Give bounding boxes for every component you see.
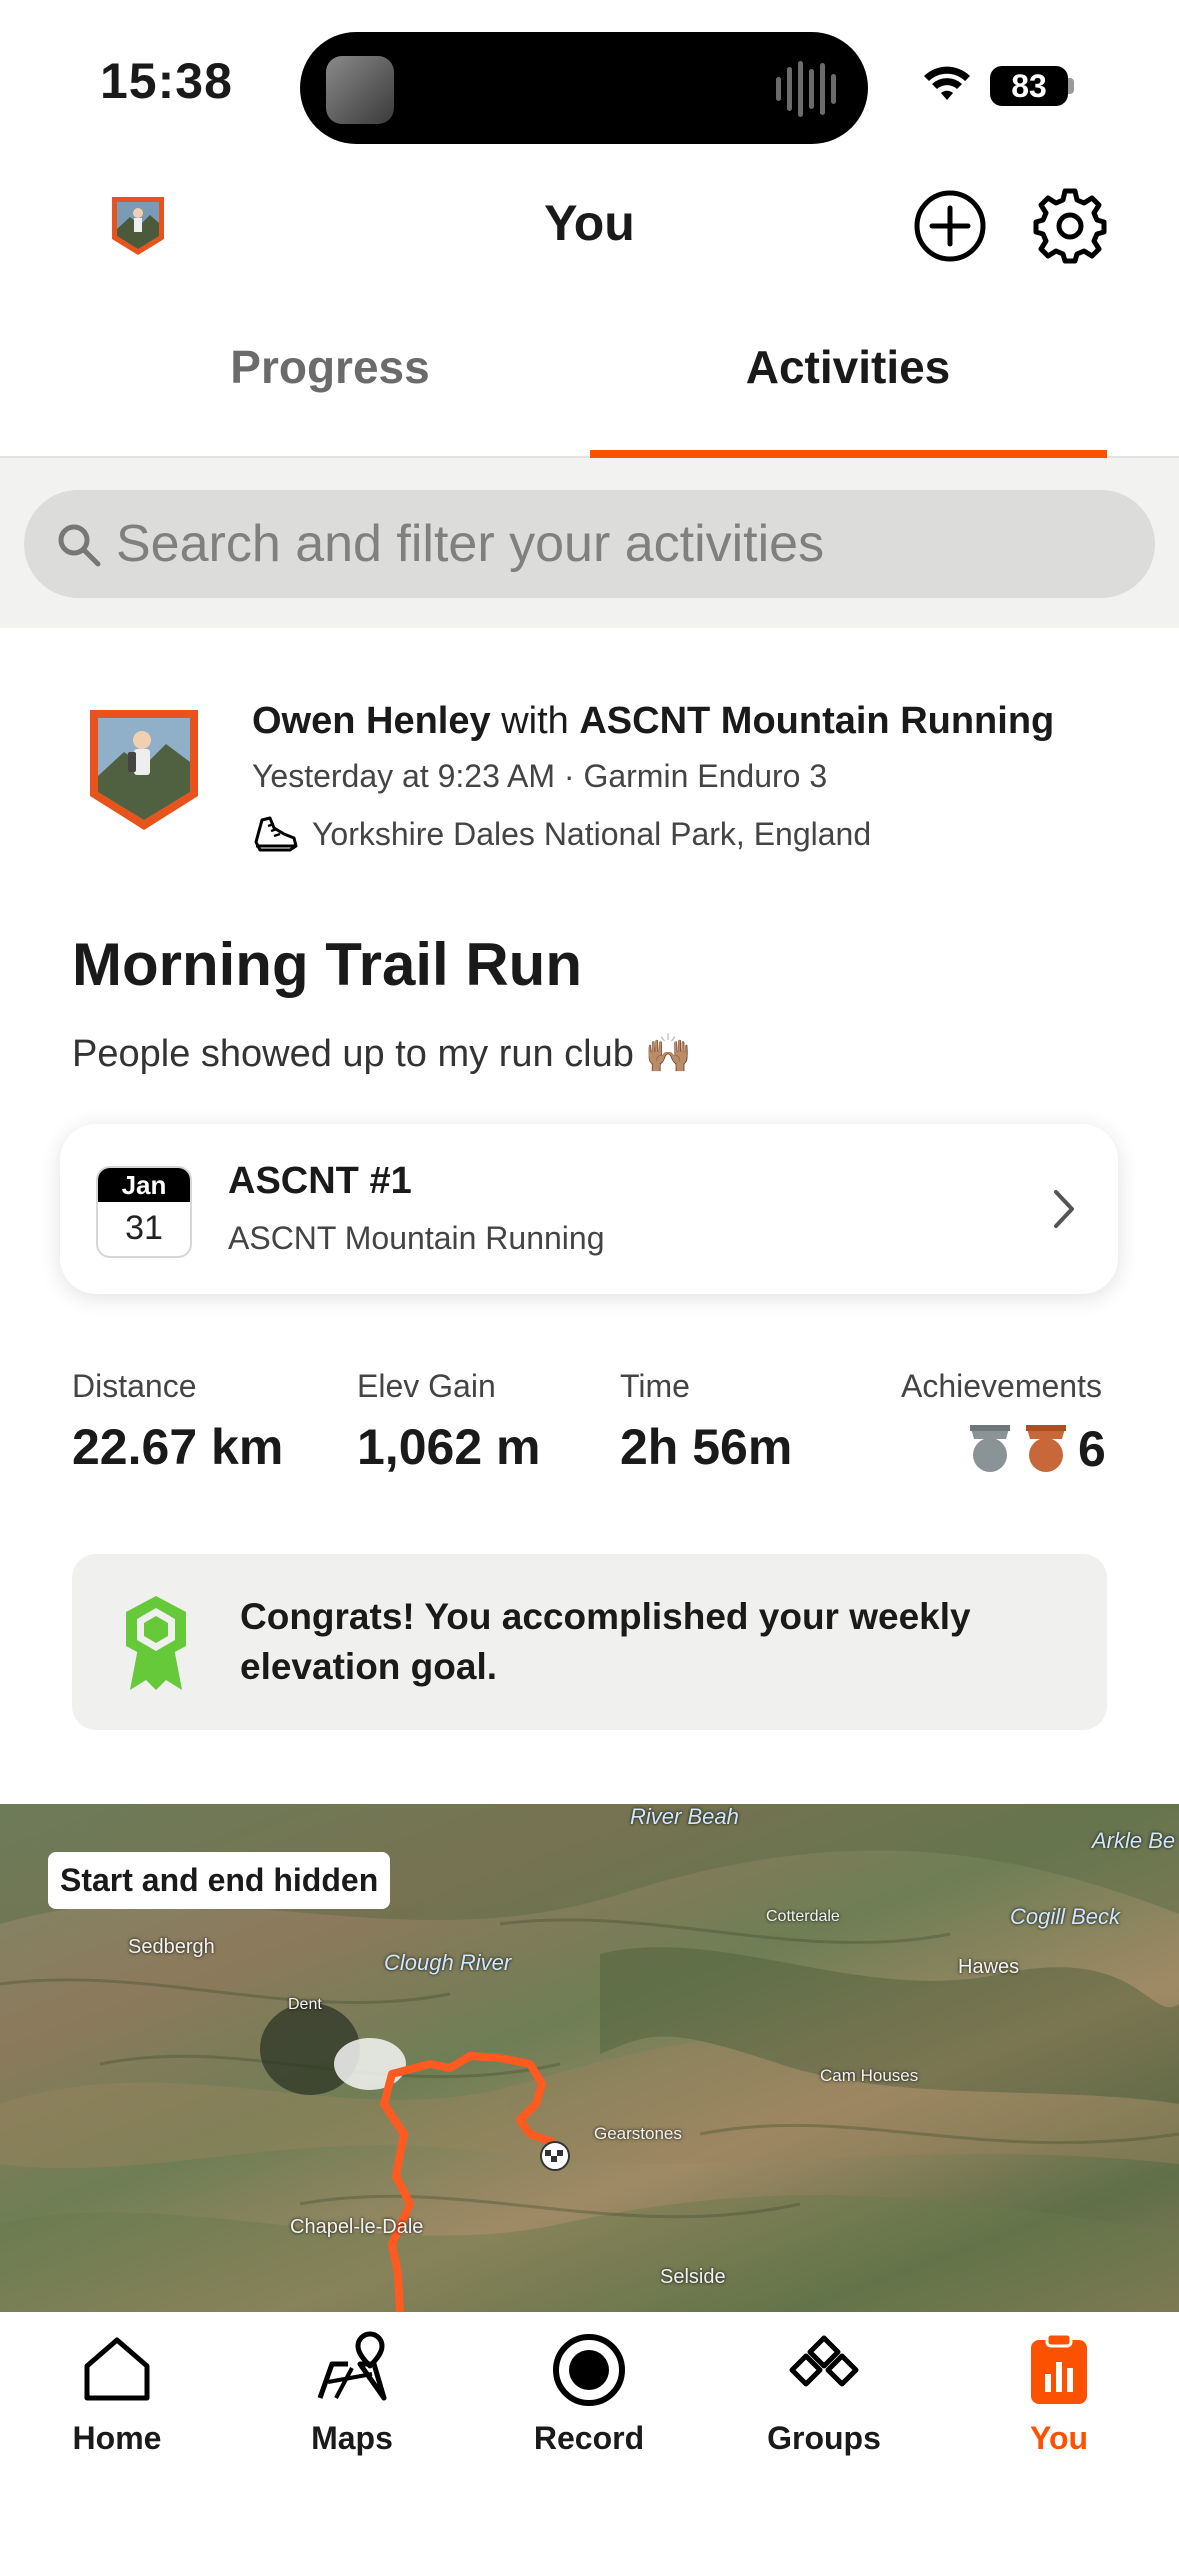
map-place: Chapel-le-Dale	[290, 2216, 424, 2238]
stat-achievements-label: Achievements	[901, 1368, 1102, 1404]
map-place: Clough River	[384, 1950, 512, 1975]
nav-record[interactable]	[489, 2330, 689, 2457]
stat-elevation-value: 1,062 m	[357, 1419, 541, 1475]
nav-home-label: Home	[72, 2420, 162, 2456]
add-icon[interactable]	[912, 188, 988, 264]
stat-distance-label: Distance	[72, 1368, 197, 1404]
nav-maps[interactable]	[252, 2330, 452, 2457]
activity-meta: Yesterday at 9:23 AM · Garmin Enduro 3	[252, 758, 828, 794]
map-place: Sedbergh	[128, 1936, 215, 1958]
activity-title[interactable]: Morning Trail Run	[72, 931, 582, 998]
search-icon	[54, 520, 104, 570]
achievements[interactable]	[966, 1420, 1106, 1478]
nav-record-label: Record	[533, 2420, 645, 2456]
battery-tip	[1068, 78, 1074, 94]
goal-congrats-banner[interactable]	[72, 1554, 1107, 1730]
event-day: 31	[125, 1209, 163, 1247]
nav-groups-label: Groups	[767, 2420, 881, 2456]
event-club: ASCNT Mountain Running	[228, 1220, 605, 1256]
map-place: Arkle Be	[1092, 1828, 1176, 1853]
goal-badge-icon	[120, 1592, 192, 1692]
dynamic-island[interactable]	[300, 32, 868, 144]
map-place: River Beah	[630, 1804, 739, 1829]
map-place: Cotterdale	[766, 1908, 840, 1925]
silver-medal-icon	[966, 1423, 1014, 1475]
bottom-nav	[0, 2312, 1179, 2556]
page-title: You	[544, 195, 635, 251]
status-time: 15:38	[100, 53, 233, 109]
search-area	[0, 458, 1179, 628]
club-event-card[interactable]	[60, 1124, 1118, 1294]
map-place: Cam Houses	[820, 2066, 919, 2085]
stat-time-label: Time	[620, 1368, 690, 1404]
maps-icon	[312, 2330, 392, 2410]
bronze-medal-icon	[1022, 1423, 1070, 1475]
status-bar	[0, 0, 1179, 170]
privacy-label: Start and end hidden	[48, 1852, 390, 1909]
activity-location	[252, 812, 871, 856]
search-input[interactable]	[116, 490, 1116, 598]
athlete-name[interactable]: Owen Henley	[252, 700, 491, 742]
running-shoe-icon	[252, 812, 298, 856]
nav-maps-label: Maps	[311, 2420, 393, 2456]
chevron-right-icon	[1044, 1184, 1084, 1234]
with-word: with	[501, 700, 569, 742]
settings-gear-icon[interactable]	[1032, 188, 1108, 264]
nav-you[interactable]	[959, 2330, 1159, 2457]
active-tab-indicator	[590, 450, 1107, 458]
tab-progress[interactable]: Progress	[230, 341, 430, 393]
calendar-icon	[96, 1166, 192, 1258]
now-playing-artwork	[326, 56, 394, 124]
activity-athlete-line	[252, 700, 1054, 743]
nav-home[interactable]	[17, 2330, 217, 2457]
battery-indicator: 83	[990, 66, 1068, 106]
stat-time-value: 2h 56m	[620, 1419, 793, 1475]
search-bar[interactable]	[24, 490, 1155, 598]
location-text: Yorkshire Dales National Park, England	[312, 815, 872, 852]
club-name[interactable]: ASCNT Mountain Running	[579, 700, 1055, 742]
congrats-text: Congrats! You accomplished your weekly elevation goal.	[240, 1596, 971, 1687]
groups-icon	[784, 2330, 864, 2410]
activity-map[interactable]	[0, 1804, 1179, 2312]
wifi-icon	[922, 64, 972, 104]
stat-achievements-value: 6	[1078, 1421, 1106, 1477]
you-clipboard-icon	[1019, 2330, 1099, 2410]
event-month: Jan	[98, 1168, 190, 1202]
tab-activities[interactable]: Activities	[745, 341, 951, 393]
nav-groups[interactable]	[724, 2330, 924, 2457]
map-place: Gearstones	[594, 2124, 682, 2143]
map-place: Cogill Beck	[1010, 1904, 1121, 1929]
nav-you-label: You	[1029, 2420, 1089, 2456]
map-place: Hawes	[958, 1956, 1020, 1978]
tab-bar	[0, 310, 1179, 458]
audio-waveform-icon	[776, 60, 838, 118]
stat-distance-value: 22.67 km	[72, 1419, 284, 1475]
club-avatar-icon[interactable]	[84, 704, 204, 836]
stat-elevation-label: Elev Gain	[357, 1368, 496, 1404]
record-icon	[549, 2330, 629, 2410]
map-place: Selside	[660, 2266, 726, 2288]
map-place: Dent	[288, 1996, 322, 2013]
activity-description: People showed up to my run club 🙌🏽	[72, 1033, 692, 1075]
home-icon	[77, 2330, 157, 2410]
event-title: ASCNT #1	[228, 1160, 412, 1202]
